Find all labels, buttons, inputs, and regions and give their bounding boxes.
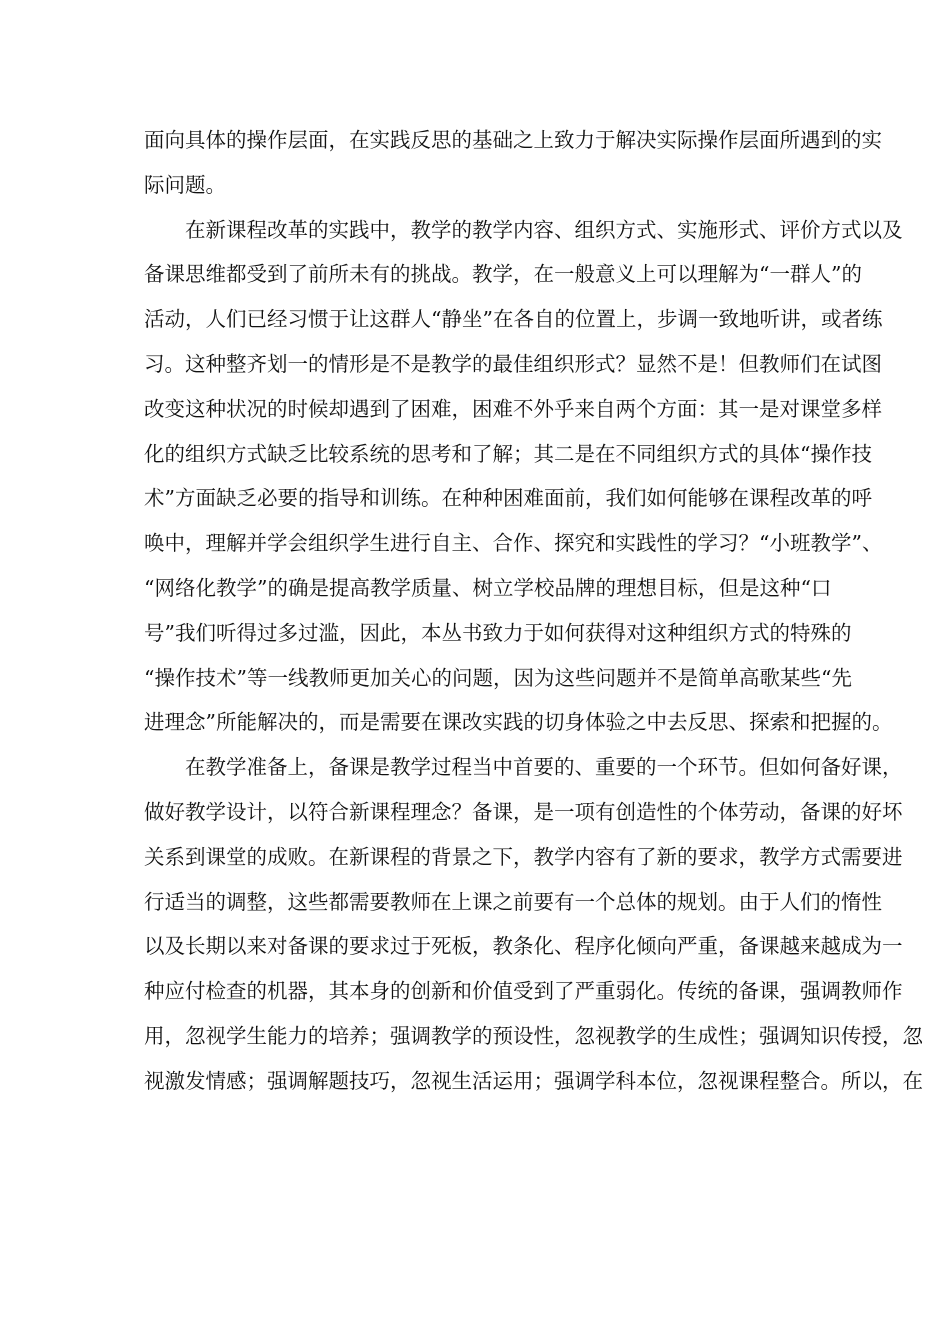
text-line: “操作技术”等一线教师更加关心的问题，因为这些问题并不是简单高歌某些“先 — [144, 665, 852, 690]
text-line: 改变这种状况的时候却遇到了困难，困难不外乎来自两个方面：其一是对课堂多样 — [144, 396, 882, 421]
text-line: 做好教学设计，以符合新课程理念？备课，是一项有创造性的个体劳动，备课的好坏 — [144, 799, 903, 824]
text-line: 面向具体的操作层面，在实践反思的基础之上致力于解决实际操作层面所遇到的实 — [144, 128, 882, 152]
text-line: 种应付检查的机器，其本身的创新和价值受到了严重弱化。传统的备课，强调教师作 — [144, 979, 903, 1004]
text-line: “网络化教学”的确是提高教学质量、树立学校品牌的理想目标，但是这种“口 — [144, 575, 832, 600]
text-line: 化的组织方式缺乏比较系统的思考和了解；其二是在不同组织方式的具体“操作技 — [144, 441, 872, 466]
text-line: 唤中，理解并学会组织学生进行自主、合作、探究和实践性的学习？“小班教学”、 — [144, 531, 883, 556]
paragraph-2 — [144, 208, 903, 746]
text-line: 号”我们听得过多过滥，因此，本丛书致力于如何获得对这种组织方式的特殊的 — [144, 620, 852, 645]
text-line: 用，忽视学生能力的培养；强调教学的预设性，忽视教学的生成性；强调知识传授，忽 — [144, 1023, 923, 1048]
text-line: 以及长期以来对备课的要求过于死板，教条化、程序化倾向严重，备课越来越成为一 — [144, 934, 903, 959]
text-line: 视激发情感；强调解题技巧，忽视生活运用；强调学科本位，忽视课程整合。所以，在 — [144, 1068, 923, 1093]
text-line: 备课思维都受到了前所未有的挑战。教学，在一般意义上可以理解为“一群人”的 — [144, 262, 862, 287]
paragraph-3 — [144, 745, 923, 1103]
text-line: 在新课程改革的实践中，教学的教学内容、组织方式、实施形式、评价方式以及 — [185, 217, 903, 242]
text-line: 进理念”所能解决的，而是需要在课改实践的切身体验之中去反思、探索和把握的。 — [144, 710, 893, 735]
text-line: 习。这种整齐划一的情形是不是教学的最佳组织形式？显然不是！但教师们在试图 — [144, 351, 882, 376]
text-line: 在教学准备上，备课是教学过程当中首要的、重要的一个环节。但如何备好课， — [185, 755, 903, 780]
text-line: 际问题。 — [144, 172, 226, 197]
text-line: 活动，人们已经习惯于让这群人“静坐”在各自的位置上，步调一致地听讲，或者练 — [144, 307, 883, 332]
paragraph-1 — [144, 118, 882, 208]
body-text — [144, 118, 923, 1104]
text-line: 关系到课堂的成败。在新课程的背景之下，教学内容有了新的要求，教学方式需要进 — [144, 844, 903, 869]
text-line: 行适当的调整，这些都需要教师在上课之前要有一个总体的规划。由于人们的惰性 — [144, 889, 882, 914]
text-line: 术”方面缺乏必要的指导和训练。在种种困难面前，我们如何能够在课程改革的呼 — [144, 486, 872, 511]
